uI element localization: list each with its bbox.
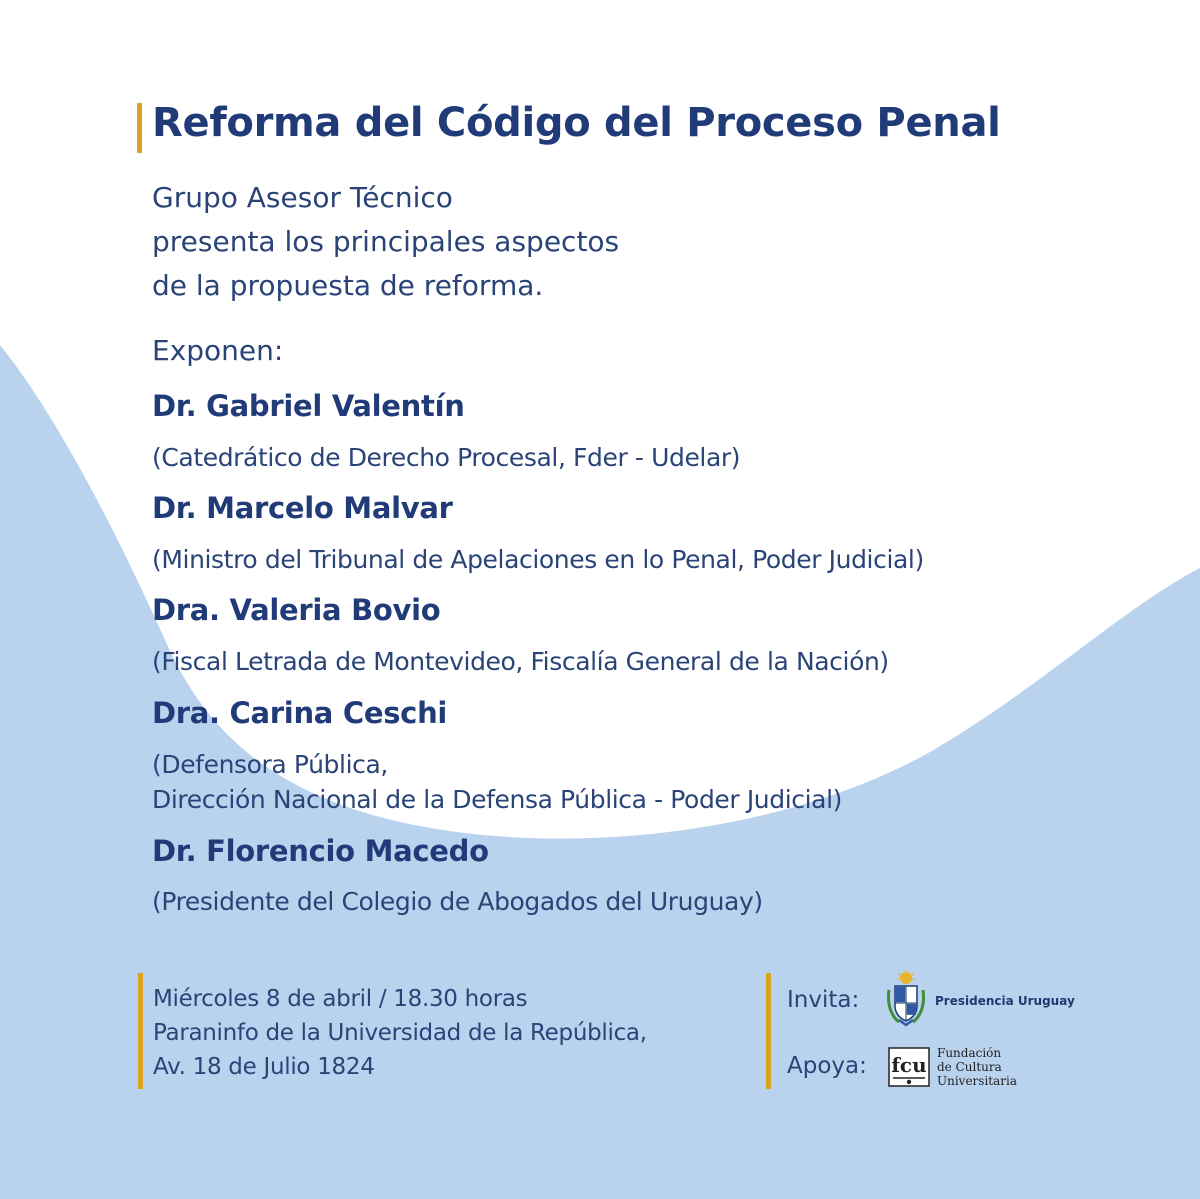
- event-venue: Paraninfo de la Universidad de la República,: [153, 1020, 647, 1046]
- speaker-role: (Ministro del Tribunal de Apelaciones en lo Penal, Poder Judicial): [152, 545, 924, 574]
- fcu-name-line: Universitaria: [937, 1074, 1017, 1088]
- event-accent-bar: [138, 973, 143, 1089]
- speaker-role: (Catedrático de Derecho Procesal, Fder - Udelar): [152, 443, 741, 472]
- speaker-name: Dra. Valeria Bovio: [152, 593, 441, 627]
- speaker-role: Dirección Nacional de la Defensa Pública - Poder Judicial): [152, 785, 842, 814]
- event-details: [153, 982, 647, 1084]
- invita-label: Invita:: [787, 987, 860, 1013]
- speaker-role: (Presidente del Colegio de Abogados del Uruguay): [152, 887, 763, 916]
- fcu-name-line: Fundación: [937, 1046, 1002, 1060]
- speaker-name: Dr. Marcelo Malvar: [152, 491, 453, 525]
- fcu-name: [937, 1046, 1017, 1088]
- speaker-name: Dr. Florencio Macedo: [152, 834, 489, 868]
- page-title: Reforma del Código del Proceso Penal: [152, 100, 1001, 146]
- fcu-name-line: de Cultura: [937, 1060, 1002, 1074]
- organizers-accent-bar: [766, 973, 771, 1089]
- event-address: Av. 18 de Julio 1824: [153, 1054, 375, 1080]
- speaker-role: (Defensora Pública,: [152, 750, 388, 779]
- fcu-logo-icon: [888, 1047, 930, 1087]
- speaker-role: (Fiscal Letrada de Montevideo, Fiscalía General de la Nación): [152, 647, 889, 676]
- speakers-heading: Exponen:: [152, 334, 284, 367]
- subtitle-line: presenta los principales aspectos: [152, 225, 620, 258]
- speaker-name: Dr. Gabriel Valentín: [152, 389, 465, 423]
- fcu-logo-text: fcu: [891, 1053, 927, 1077]
- subtitle-line: Grupo Asesor Técnico: [152, 181, 453, 214]
- subtitle: [152, 176, 619, 308]
- apoya-label: Apoya:: [787, 1053, 867, 1079]
- event-date-time: Miércoles 8 de abril / 18.30 horas: [153, 986, 528, 1012]
- speaker-name: Dra. Carina Ceschi: [152, 696, 448, 730]
- title-accent-bar: [137, 103, 142, 153]
- presidencia-uruguay-label: Presidencia Uruguay: [935, 994, 1075, 1008]
- subtitle-line: de la propuesta de reforma.: [152, 269, 544, 302]
- uruguay-coat-of-arms-icon: [883, 970, 929, 1028]
